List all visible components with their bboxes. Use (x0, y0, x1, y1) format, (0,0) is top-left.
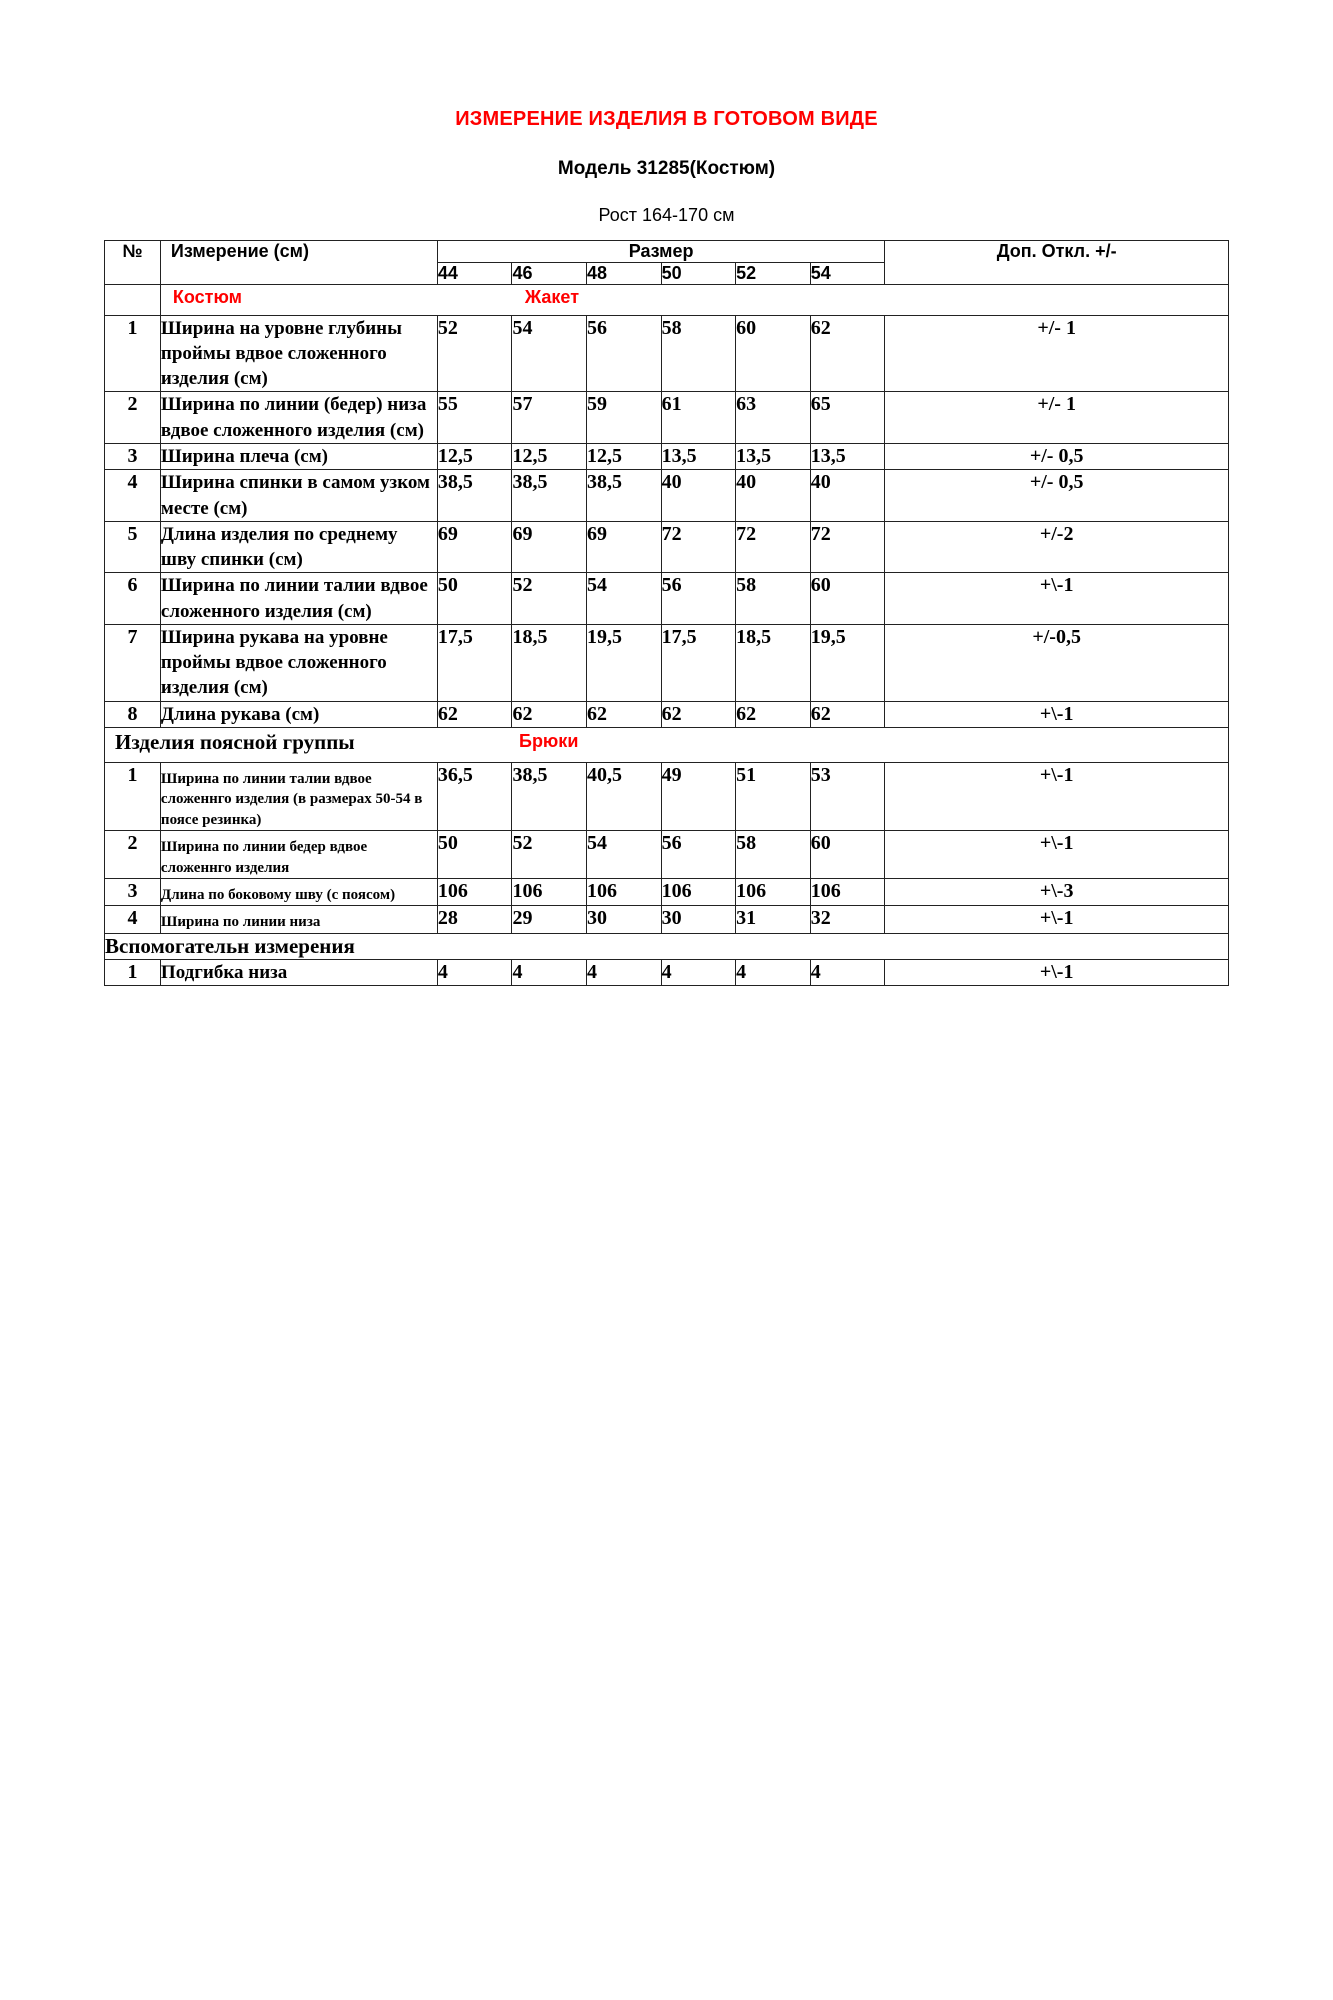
section-band-suit-jacket (105, 284, 1229, 315)
row-deviation: +/-2 (885, 521, 1229, 573)
row-value-44: 50 (437, 831, 512, 879)
measurement-table (104, 240, 1229, 986)
row-value-44: 50 (437, 573, 512, 625)
row-value-48: 4 (587, 959, 662, 985)
row-value-48: 12,5 (587, 444, 662, 470)
row-value-44: 52 (437, 315, 512, 392)
row-value-48: 30 (587, 906, 662, 933)
table-row (105, 878, 1229, 905)
table-row (105, 959, 1229, 985)
row-value-44: 55 (437, 392, 512, 444)
row-value-44: 62 (437, 701, 512, 727)
row-value-48: 54 (587, 573, 662, 625)
row-number: 4 (105, 470, 161, 522)
row-value-54: 53 (810, 762, 885, 830)
row-number: 2 (105, 831, 161, 879)
header-deviation: Доп. Откл. +/- (885, 241, 1229, 285)
row-measurement-name: Ширина плеча (см) (160, 444, 437, 470)
row-value-50: 40 (661, 470, 736, 522)
row-value-50: 56 (661, 573, 736, 625)
row-measurement-name: Ширина рукава на уровне проймы вдвое сложенного изделия (см) (160, 624, 437, 701)
row-value-48: 62 (587, 701, 662, 727)
row-value-46: 57 (512, 392, 587, 444)
row-number: 3 (105, 444, 161, 470)
row-value-44: 17,5 (437, 624, 512, 701)
row-value-54: 40 (810, 470, 885, 522)
row-value-52: 4 (736, 959, 811, 985)
table-row (105, 444, 1229, 470)
row-value-50: 62 (661, 701, 736, 727)
table-row (105, 573, 1229, 625)
row-value-50: 13,5 (661, 444, 736, 470)
row-number: 6 (105, 573, 161, 625)
row-value-46: 38,5 (512, 762, 587, 830)
row-deviation: +\-1 (885, 906, 1229, 933)
row-value-44: 38,5 (437, 470, 512, 522)
row-value-50: 106 (661, 878, 736, 905)
header-size-46: 46 (512, 262, 587, 284)
row-value-52: 63 (736, 392, 811, 444)
row-value-50: 58 (661, 315, 736, 392)
row-value-44: 36,5 (437, 762, 512, 830)
row-value-52: 58 (736, 831, 811, 879)
row-deviation: +\-1 (885, 573, 1229, 625)
row-deviation: +/- 1 (885, 392, 1229, 444)
row-number: 3 (105, 878, 161, 905)
row-value-54: 65 (810, 392, 885, 444)
table-row (105, 392, 1229, 444)
row-value-46: 54 (512, 315, 587, 392)
band-spacer-cell (105, 284, 161, 315)
row-number: 2 (105, 392, 161, 444)
row-number: 8 (105, 701, 161, 727)
row-measurement-name: Ширина на уровне глубины проймы вдвое сложенного изделия (см) (160, 315, 437, 392)
model-subtitle: Модель 31285(Костюм) (557, 158, 776, 179)
row-value-46: 18,5 (512, 624, 587, 701)
row-value-50: 56 (661, 831, 736, 879)
row-measurement-name: Ширина по линии бедер вдвое сложеннго изделия (160, 831, 437, 879)
row-number: 7 (105, 624, 161, 701)
row-value-48: 59 (587, 392, 662, 444)
band-content-cell (160, 284, 1228, 315)
row-value-48: 38,5 (587, 470, 662, 522)
row-deviation: +\-1 (885, 701, 1229, 727)
row-number: 1 (105, 762, 161, 830)
row-deviation: +/- 0,5 (885, 470, 1229, 522)
row-deviation: +/- 0,5 (885, 444, 1229, 470)
row-measurement-name: Ширина спинки в самом узком месте (см) (160, 470, 437, 522)
table-row (105, 470, 1229, 522)
row-measurement-name: Ширина по линии низа (160, 906, 437, 933)
row-deviation: +\-3 (885, 878, 1229, 905)
table-row (105, 906, 1229, 933)
header-measurement: Измерение (см) (160, 241, 437, 285)
row-value-54: 60 (810, 831, 885, 879)
row-value-50: 4 (661, 959, 736, 985)
row-number: 4 (105, 906, 161, 933)
row-value-48: 69 (587, 521, 662, 573)
table-header-row-top (105, 241, 1229, 263)
table-row (105, 831, 1229, 879)
header-size-48: 48 (587, 262, 662, 284)
row-value-44: 4 (437, 959, 512, 985)
row-measurement-name: Подгибка низа (160, 959, 437, 985)
row-measurement-name: Ширина по линии талии вдвое сложеннго изделия (в размерах 50-54 в поясе резинка) (160, 762, 437, 830)
row-value-50: 72 (661, 521, 736, 573)
row-value-48: 54 (587, 831, 662, 879)
row-value-52: 51 (736, 762, 811, 830)
row-number: 1 (105, 315, 161, 392)
band-label-waist-group: Изделия поясной группы (115, 729, 355, 754)
row-value-54: 60 (810, 573, 885, 625)
row-measurement-name: Длина по боковому шву (с поясом) (160, 878, 437, 905)
row-number: 1 (105, 959, 161, 985)
band-label-trousers: Брюки (519, 730, 579, 751)
row-value-54: 62 (810, 701, 885, 727)
row-value-52: 40 (736, 470, 811, 522)
row-value-46: 4 (512, 959, 587, 985)
section-band-auxiliary (105, 933, 1229, 959)
header-size-52: 52 (736, 262, 811, 284)
band-label-auxiliary: Вспомогательн измерения (105, 933, 1229, 959)
row-value-54: 19,5 (810, 624, 885, 701)
row-deviation: +\-1 (885, 959, 1229, 985)
row-number: 5 (105, 521, 161, 573)
row-value-48: 40,5 (587, 762, 662, 830)
table-row (105, 762, 1229, 830)
row-value-52: 58 (736, 573, 811, 625)
row-value-52: 31 (736, 906, 811, 933)
row-value-54: 4 (810, 959, 885, 985)
row-value-46: 106 (512, 878, 587, 905)
row-value-52: 106 (736, 878, 811, 905)
table-row (105, 521, 1229, 573)
row-value-46: 62 (512, 701, 587, 727)
gband-content-cell (105, 727, 1229, 762)
header-size-50: 50 (661, 262, 736, 284)
row-measurement-name: Ширина по линии (бедер) низа вдвое сложенного изделия (см) (160, 392, 437, 444)
row-value-44: 12,5 (437, 444, 512, 470)
band-label-suit: Костюм (172, 286, 242, 307)
row-value-52: 13,5 (736, 444, 811, 470)
row-value-50: 30 (661, 906, 736, 933)
row-value-46: 29 (512, 906, 587, 933)
row-value-46: 52 (512, 573, 587, 625)
table-row (105, 315, 1229, 392)
row-value-54: 32 (810, 906, 885, 933)
header-size-44: 44 (437, 262, 512, 284)
row-value-46: 69 (512, 521, 587, 573)
row-value-54: 72 (810, 521, 885, 573)
page-title: ИЗМЕРЕНИЕ ИЗДЕЛИЯ В ГОТОВОМ ВИДЕ (455, 108, 878, 130)
table-row (105, 701, 1229, 727)
row-deviation: +\-1 (885, 762, 1229, 830)
row-value-52: 62 (736, 701, 811, 727)
section-band-waist-group (105, 727, 1229, 762)
row-value-46: 52 (512, 831, 587, 879)
row-deviation: +/-0,5 (885, 624, 1229, 701)
row-value-52: 72 (736, 521, 811, 573)
row-value-54: 106 (810, 878, 885, 905)
row-value-50: 61 (661, 392, 736, 444)
row-value-44: 28 (437, 906, 512, 933)
row-value-54: 13,5 (810, 444, 885, 470)
row-measurement-name: Длина изделия по среднему шву спинки (см) (160, 521, 437, 573)
row-value-54: 62 (810, 315, 885, 392)
row-value-50: 49 (661, 762, 736, 830)
row-value-48: 106 (587, 878, 662, 905)
table-row (105, 624, 1229, 701)
header-number: № (105, 241, 161, 285)
row-value-50: 17,5 (661, 624, 736, 701)
row-value-48: 19,5 (587, 624, 662, 701)
height-note: Рост 164-170 см (598, 205, 735, 225)
row-value-52: 60 (736, 315, 811, 392)
header-size-group: Размер (437, 241, 884, 263)
band-label-jacket: Жакет (524, 286, 580, 307)
row-value-46: 12,5 (512, 444, 587, 470)
row-measurement-name: Ширина по линии талии вдвое сложенного изделия (см) (160, 573, 437, 625)
row-value-44: 106 (437, 878, 512, 905)
row-deviation: +\-1 (885, 831, 1229, 879)
measurement-table-wrapper (0, 226, 1333, 986)
row-value-46: 38,5 (512, 470, 587, 522)
row-value-44: 69 (437, 521, 512, 573)
row-value-48: 56 (587, 315, 662, 392)
row-measurement-name: Длина рукава (см) (160, 701, 437, 727)
row-value-52: 18,5 (736, 624, 811, 701)
header-size-54: 54 (810, 262, 885, 284)
row-deviation: +/- 1 (885, 315, 1229, 392)
